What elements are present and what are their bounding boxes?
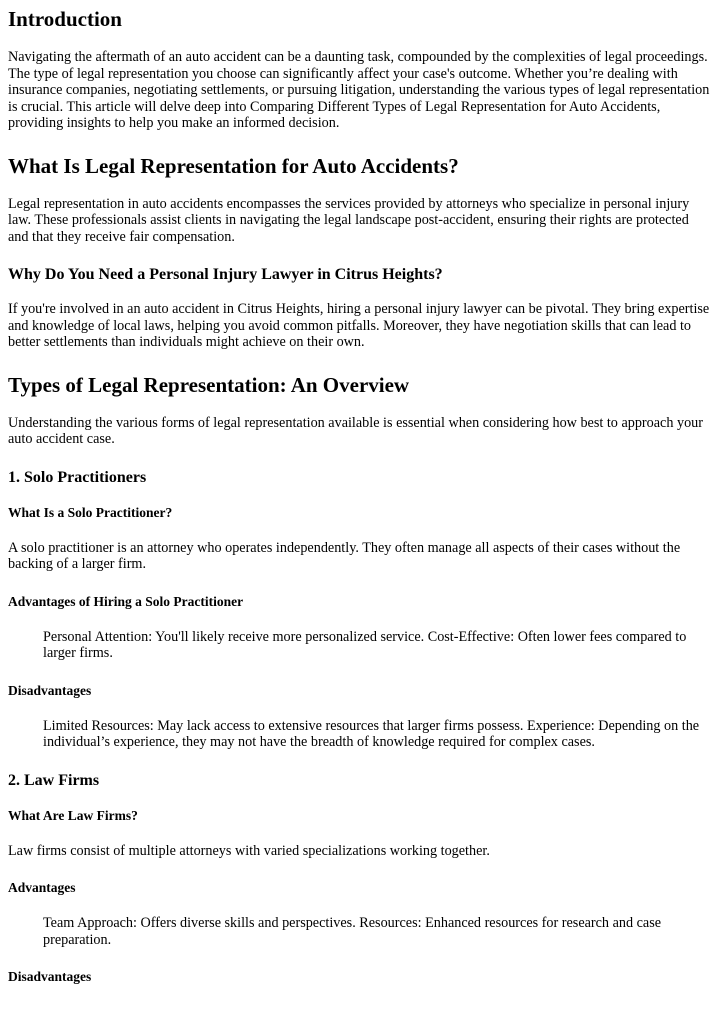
solo-advantages-heading: Advantages of Hiring a Solo Practitioner xyxy=(8,593,244,609)
solo-disadvantages-heading: Disadvantages xyxy=(8,682,92,698)
what-heading: What Is Legal Representation for Auto Accidents? xyxy=(8,153,459,178)
firms-advantages-heading: Advantages xyxy=(8,880,76,895)
solo-what-heading: What Is a Solo Practitioner? xyxy=(8,504,173,520)
solo-advantages-list: Personal Attention: You'll likely receive more personalized service. Cost-Effective: Often lower fees compared to larger firms. xyxy=(43,628,687,661)
why-paragraph: If you're involved in an auto accident in Citrus Heights, hiring a personal injury lawyer can be pivotal. They bring expertise and knowledge of local laws, helping you avoid common pitfalls. Moreover, they have negotiation skills that can lead to better settlements than individuals might achieve on their own. xyxy=(8,301,710,350)
types-paragraph: Understanding the various forms of legal representation available is essential when considering how best to approach your auto accident case. xyxy=(8,414,703,447)
firms-disadvantages-heading: Disadvantages xyxy=(8,969,92,984)
solo-heading: 1. Solo Practitioners xyxy=(8,468,147,486)
types-heading: Types of Legal Representation: An Overview xyxy=(8,372,410,397)
article xyxy=(0,5,720,986)
why-heading: Why Do You Need a Personal Injury Lawyer in Citrus Heights? xyxy=(8,266,443,283)
firms-heading: 2. Law Firms xyxy=(8,771,100,789)
intro-heading: Introduction xyxy=(8,7,122,31)
firms-advantages-list: Team Approach: Offers diverse skills and perspectives. Resources: Enhanced resources for research and case preparation. xyxy=(43,915,662,948)
firms-what-paragraph: Law firms consist of multiple attorneys with varied specializations working together. xyxy=(8,842,490,859)
firms-what-heading: What Are Law Firms? xyxy=(8,807,138,823)
solo-what-paragraph: A solo practitioner is an attorney who operates independently. They often manage all aspects of their cases without the backing of a larger firm. xyxy=(8,539,681,572)
solo-disadvantages-list: Limited Resources: May lack access to extensive resources that larger firms possess. Experience: Depending on the individual’s experience, they may not have the breadth of knowledge required for complex cases. xyxy=(43,717,700,750)
intro-paragraph: Navigating the aftermath of an auto accident can be a daunting task, compounded by the complexities of legal proceedings. The type of legal representation you choose can significantly affect your case's outcome. Whether you’re dealing with insurance companies, negotiating settlements, or pursuing litigation, understanding the various types of legal representation is crucial. This article will delve deep into Comparing Different Types of Legal Representation for Auto Accidents, providing insights to help you make an informed decision. xyxy=(8,49,710,131)
what-paragraph: Legal representation in auto accidents encompasses the services provided by attorneys who specialize in personal injury law. These professionals assist clients in navigating the legal landscape post-accident, ensuring their rights are protected and that they receive fair compensation. xyxy=(8,195,690,245)
